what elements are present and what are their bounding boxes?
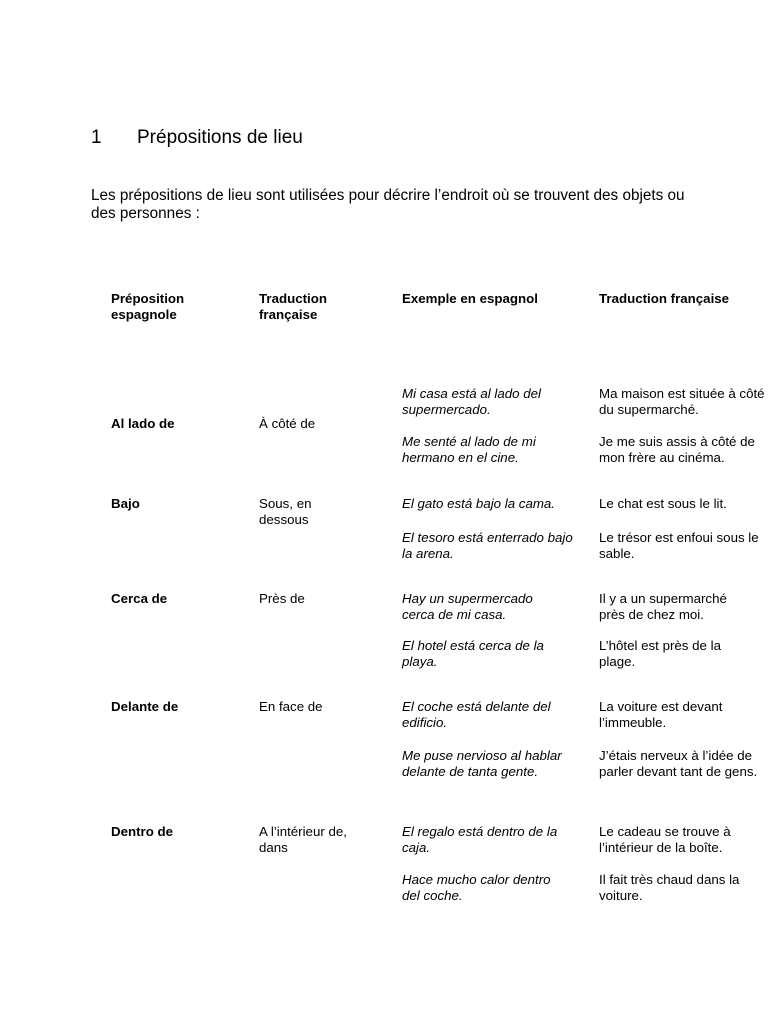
row-2-preposition: Bajo — [111, 496, 140, 511]
row-4-preposition: Delante de — [111, 699, 179, 714]
row-3-example-2-fr: L’hôtel est près de la plage. — [599, 638, 721, 669]
row-2-translation: Sous, en dessous — [259, 496, 312, 527]
row-1-translation: À côté de — [259, 416, 316, 431]
row-2-example-2-fr: Le trésor est enfoui sous le sable. — [599, 530, 759, 561]
row-2-example-1-es: El gato está bajo la cama. — [402, 496, 556, 511]
row-1-example-1-fr: Ma maison est située à côté du supermarché. — [599, 386, 765, 417]
row-1-example-1-es: Mi casa está al lado del supermercado. — [402, 386, 541, 417]
row-3-translation: Près de — [259, 591, 305, 606]
row-5-example-1-es: El regalo está dentro de la caja. — [402, 824, 558, 855]
section-number: 1 — [91, 127, 102, 148]
row-4-translation: En face de — [259, 699, 323, 714]
row-2-example-1-fr: Le chat est sous le lit. — [599, 496, 727, 511]
section-title: Prépositions de lieu — [137, 127, 303, 148]
row-4-example-2-fr: J’étais nerveux à l’idée de parler devant tant de gens. — [599, 748, 758, 779]
row-1-example-2-fr: Je me suis assis à côté de mon frère au cinéma. — [599, 434, 755, 465]
header-preposition-es: Préposition espagnole — [111, 291, 185, 322]
header-example-es: Exemple en espagnol — [402, 291, 538, 306]
row-3-preposition: Cerca de — [111, 591, 168, 606]
row-3-example-2-es: El hotel está cerca de la playa. — [402, 638, 544, 669]
row-3-example-1-fr: Il y a un supermarché près de chez moi. — [599, 591, 727, 622]
row-1-preposition: Al lado de — [111, 416, 175, 431]
intro-paragraph: Les prépositions de lieu sont utilisées pour décrire l’endroit où se trouvent des objets ou des personnes : — [91, 187, 685, 222]
row-5-example-2-fr: Il fait très chaud dans la voiture. — [599, 872, 740, 903]
row-4-example-2-es: Me puse nervioso al hablar delante de tanta gente. — [402, 748, 562, 779]
row-2-example-2-es: El tesoro está enterrado bajo la arena. — [402, 530, 573, 561]
row-4-example-1-fr: La voiture est devant l’immeuble. — [599, 699, 723, 730]
row-5-translation: A l’intérieur de, dans — [259, 824, 347, 855]
section-heading — [91, 127, 303, 149]
row-4-example-1-es: El coche está delante del edificio. — [402, 699, 551, 730]
header-translation-fr: Traduction française — [259, 291, 327, 322]
header-example-fr: Traduction française — [599, 291, 730, 306]
row-5-preposition: Dentro de — [111, 824, 174, 839]
row-3-example-1-es: Hay un supermercado cerca de mi casa. — [402, 591, 533, 622]
row-5-example-2-es: Hace mucho calor dentro del coche. — [402, 872, 551, 903]
row-5-example-1-fr: Le cadeau se trouve à l’intérieur de la boîte. — [599, 824, 731, 855]
row-1-example-2-es: Me senté al lado de mi hermano en el cine. — [402, 434, 536, 465]
